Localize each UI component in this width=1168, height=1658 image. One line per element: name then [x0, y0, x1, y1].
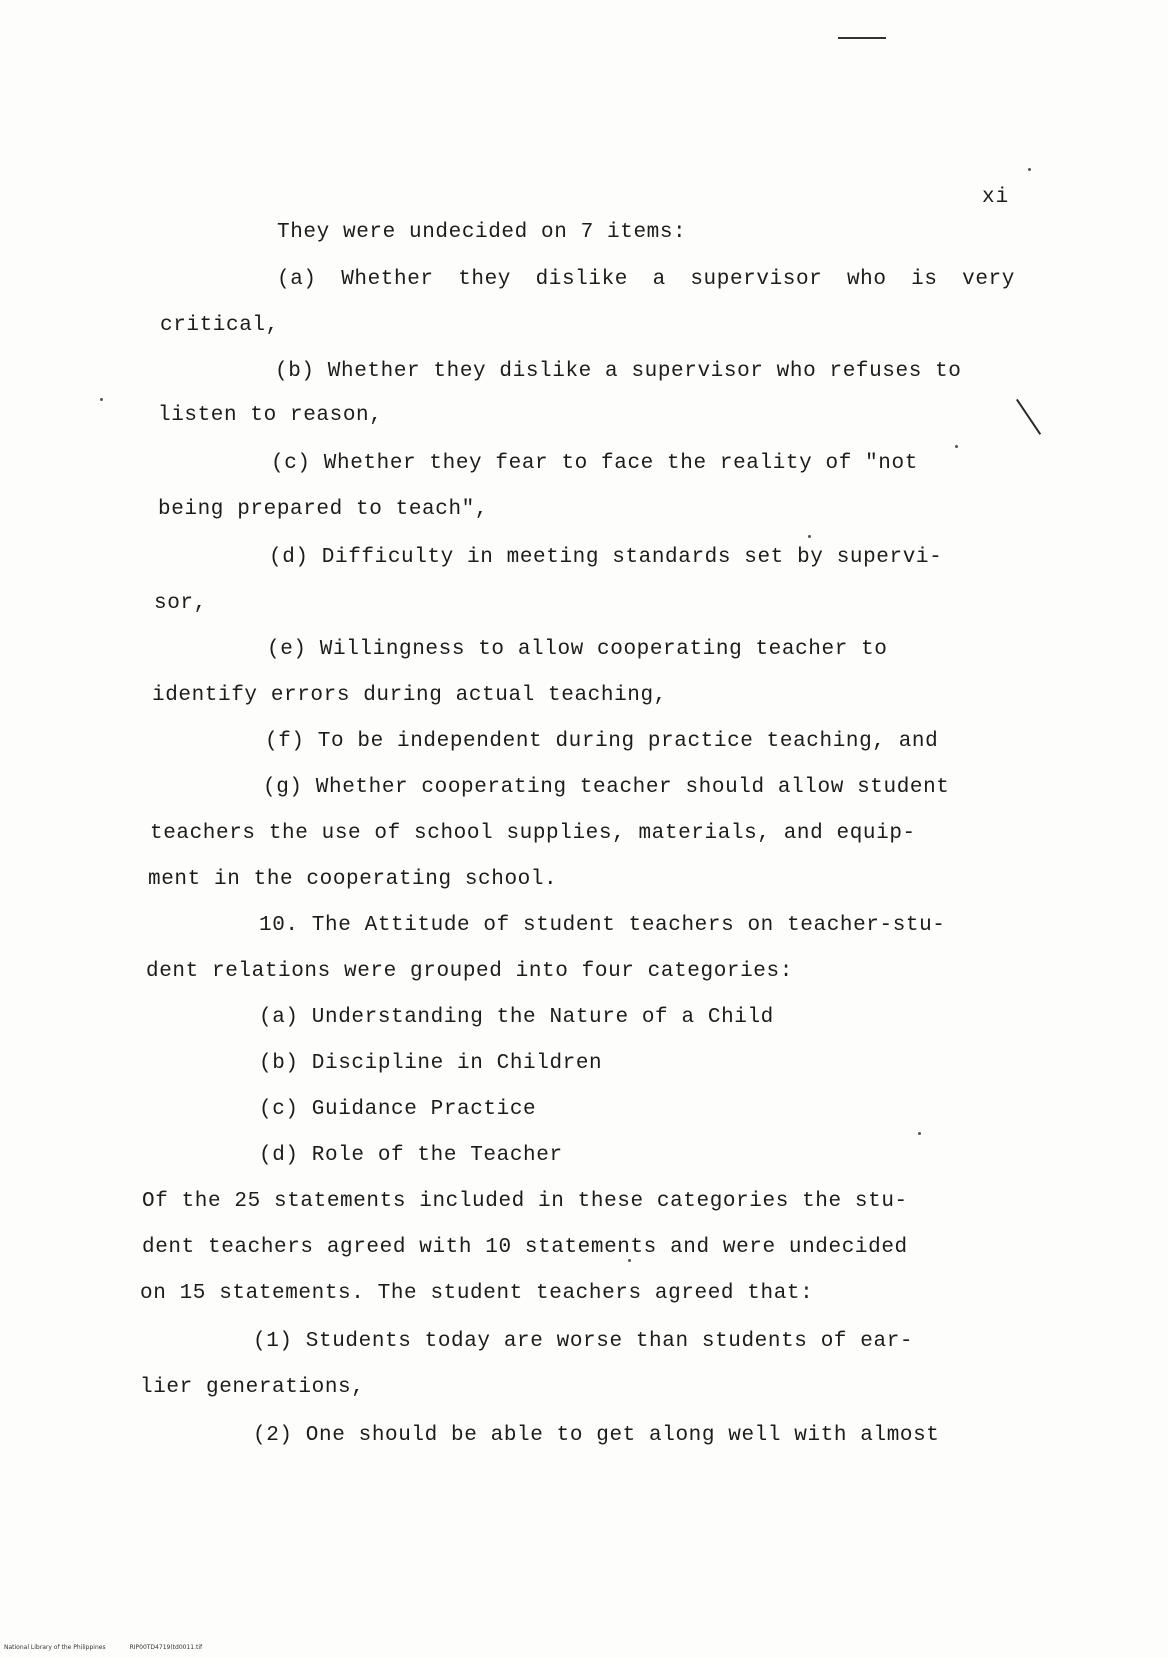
text-line: on 15 statements. The student teachers agreed that:: [140, 1282, 814, 1305]
page-number: xi: [982, 186, 1010, 209]
scan-speck: [808, 535, 811, 538]
text-line: being prepared to teach",: [158, 498, 489, 521]
text-line: (b) Whether they dislike a supervisor who refuses to: [275, 360, 962, 383]
text-line: critical,: [160, 314, 279, 337]
text-line: (1) Students today are worse than students of ear-: [253, 1330, 914, 1353]
text-line: teachers the use of school supplies, materials, and equip-: [150, 822, 916, 845]
text-line: dent teachers agreed with 10 statements and were undecided: [142, 1236, 908, 1259]
text-line: identify errors during actual teaching,: [152, 684, 667, 707]
text-line: (g) Whether cooperating teacher should allow student: [263, 776, 950, 799]
text-line: (a) Whether they dislike a supervisor who is very: [277, 268, 1015, 291]
text-line: (2) One should be able to get along well with almost: [253, 1424, 940, 1447]
scan-speck: [1028, 168, 1031, 171]
text-line: (f) To be independent during practice teaching, and: [265, 730, 939, 753]
top-rule: [838, 37, 886, 39]
pen-mark: [1016, 399, 1041, 435]
text-line: (c) Whether they fear to face the reality of "not: [271, 452, 918, 475]
text-line: dent relations were grouped into four categories:: [146, 960, 793, 983]
text-line: (c) Guidance Practice: [259, 1098, 537, 1121]
scan-speck: [100, 398, 103, 401]
text-line: (a) Understanding the Nature of a Child: [259, 1006, 774, 1029]
text-line: (e) Willingness to allow cooperating teacher to: [267, 638, 888, 661]
text-line: 10. The Attitude of student teachers on teacher-stu-: [259, 914, 946, 937]
scan-speck: [955, 445, 958, 448]
text-line: sor,: [154, 592, 207, 615]
text-line: They were undecided on 7 items:: [277, 221, 687, 244]
scan-speck: [628, 1259, 631, 1262]
text-line: Of the 25 statements included in these categories the stu-: [142, 1190, 908, 1213]
text-line: listen to reason,: [158, 404, 383, 427]
scan-footer: [4, 1644, 202, 1651]
text-line: (d) Role of the Teacher: [259, 1144, 563, 1167]
scan-speck: [918, 1132, 921, 1135]
text-line: lier generations,: [140, 1376, 365, 1399]
text-line: ment in the cooperating school.: [148, 868, 558, 891]
footer-library: National Library of the Philippines: [4, 1644, 106, 1651]
text-line: (d) Difficulty in meeting standards set by supervi-: [269, 546, 943, 569]
text-line: (b) Discipline in Children: [259, 1052, 603, 1075]
footer-code: RIP00TD4719(td0011.tif: [129, 1644, 203, 1651]
